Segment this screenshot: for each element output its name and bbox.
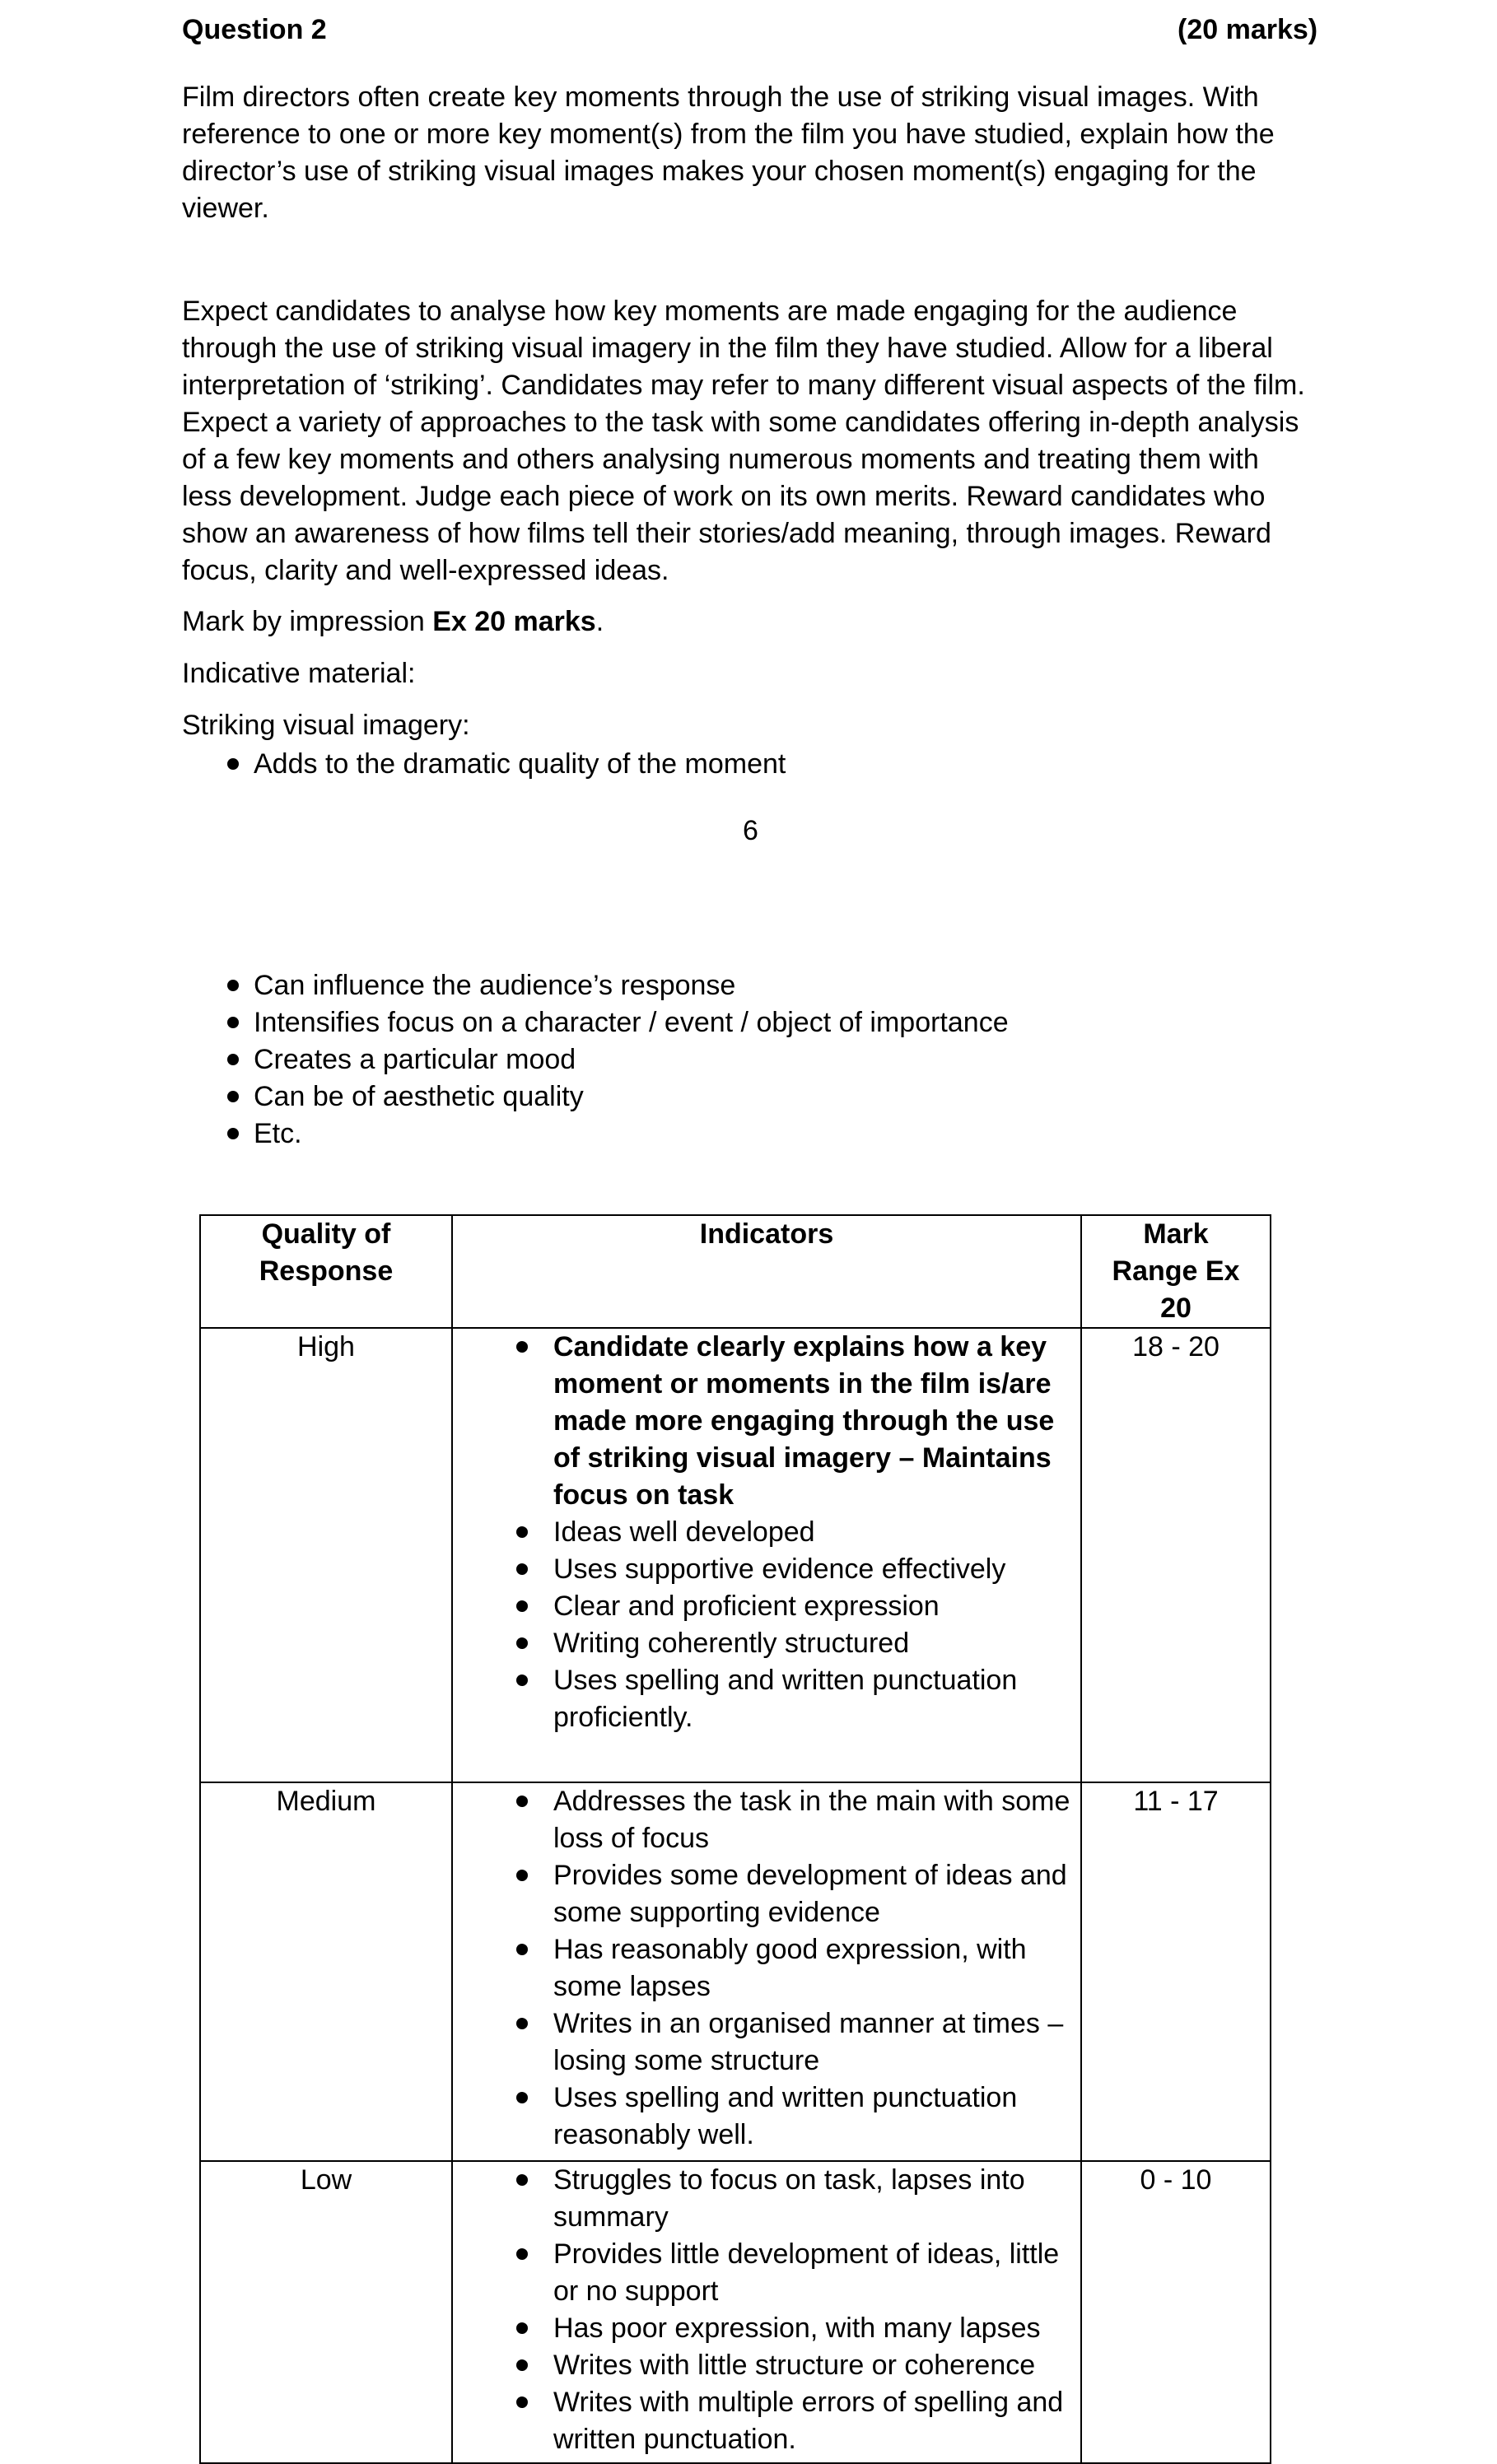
list-item: Addresses the task in the main with some loss of focus: [453, 1783, 1080, 1857]
indicators-cell: [452, 2161, 1081, 2463]
list-item: Provides some development of ideas and some supporting evidence: [453, 1857, 1080, 1931]
imagery-heading: Striking visual imagery:: [182, 710, 470, 741]
list-item: Intensifies focus on a character / event / object of importance: [182, 1004, 1252, 1041]
rubric-header-row: [200, 1215, 1271, 1328]
header-mark-range: Mark Range Ex 20: [1081, 1215, 1271, 1328]
list-item: Can be of aesthetic quality: [182, 1078, 1252, 1116]
list-item: Has poor expression, with many lapses: [453, 2310, 1080, 2347]
header-indicators: Indicators: [452, 1215, 1081, 1328]
indicator-list: [453, 1329, 1080, 1736]
quality-cell: High: [200, 1328, 452, 1782]
list-item: Has reasonably good expression, with some lapses: [453, 1931, 1080, 2005]
mark-range-cell: 18 - 20: [1081, 1328, 1271, 1782]
rubric-table: [199, 1214, 1271, 2464]
rubric-row-medium: [200, 1782, 1271, 2161]
mark-instruction-suffix: .: [595, 606, 604, 637]
indicators-cell: [452, 1782, 1081, 2161]
question-prompt: Film directors often create key moments through the use of striking visual images. With reference to one or more key moment(s) from the film you have studied, explain how the director’s use of striking visual images makes your chosen moment(s) engaging for the viewer.: [182, 82, 1275, 224]
mark-instruction-prefix: Mark by impression: [182, 606, 433, 637]
list-item: Struggles to focus on task, lapses into summary: [453, 2162, 1080, 2236]
list-item: Writing coherently structured: [453, 1625, 1080, 1662]
guidance-paragraph: Expect candidates to analyse how key moments are made engaging for the audience through the use of striking visual imagery in the film they have studied. Allow for a liberal interpretation of ‘striking’. Candidates may refer to many different visual aspects of the film. Expect a variety of approaches to the task with some candidates offering in-depth analysis of a few key moments and others analysing numerous moments and treating them with less development. Judge each piece of work on its own merits. Reward candidates who show an awareness of how films tell their stories/add meaning, through images. Reward focus, clarity and well-expressed ideas.: [182, 296, 1305, 586]
imagery-list-part-2: [182, 967, 1252, 1153]
mark-instruction-total: Ex 20 marks: [432, 606, 596, 637]
list-item: Uses spelling and written punctuation proficiently.: [453, 1662, 1080, 1736]
mark-range-cell: 11 - 17: [1081, 1782, 1271, 2161]
list-item: Uses supportive evidence effectively: [453, 1551, 1080, 1588]
header-quality: Quality of Response: [200, 1215, 452, 1328]
indicative-heading: Indicative material:: [182, 658, 416, 689]
quality-cell: Low: [200, 2161, 452, 2463]
list-item: Can influence the audience’s response: [182, 967, 1252, 1004]
indicators-cell: [452, 1328, 1081, 1782]
quality-cell: Medium: [200, 1782, 452, 2161]
list-item: Candidate clearly explains how a key moment or moments in the film is/are made more engaging through the use of striking visual imagery – Maintains focus on task: [453, 1329, 1080, 1514]
list-item: Ideas well developed: [453, 1514, 1080, 1551]
mark-range-cell: 0 - 10: [1081, 2161, 1271, 2463]
question-title: Question 2: [182, 14, 327, 45]
list-item: Uses spelling and written punctuation reasonably well.: [453, 2080, 1080, 2154]
question-marks: (20 marks): [1178, 14, 1318, 45]
list-item: Etc.: [182, 1116, 1252, 1153]
list-item: Provides little development of ideas, little or no support: [453, 2236, 1080, 2310]
rubric-row-low: [200, 2161, 1271, 2463]
list-item: Creates a particular mood: [182, 1041, 1252, 1078]
list-item: Writes with little structure or coherence: [453, 2347, 1080, 2384]
list-item: Clear and proficient expression: [453, 1588, 1080, 1625]
page-number: 6: [743, 815, 758, 846]
imagery-list-part-1: [182, 746, 1252, 783]
mark-instruction: [182, 603, 604, 640]
list-item: Adds to the dramatic quality of the moment: [182, 746, 1252, 783]
indicator-list: [453, 2162, 1080, 2458]
rubric-row-high: [200, 1328, 1271, 1782]
list-item: Writes in an organised manner at times – losing some structure: [453, 2005, 1080, 2080]
list-item: Writes with multiple errors of spelling and written punctuation.: [453, 2384, 1080, 2458]
indicator-list: [453, 1783, 1080, 2154]
